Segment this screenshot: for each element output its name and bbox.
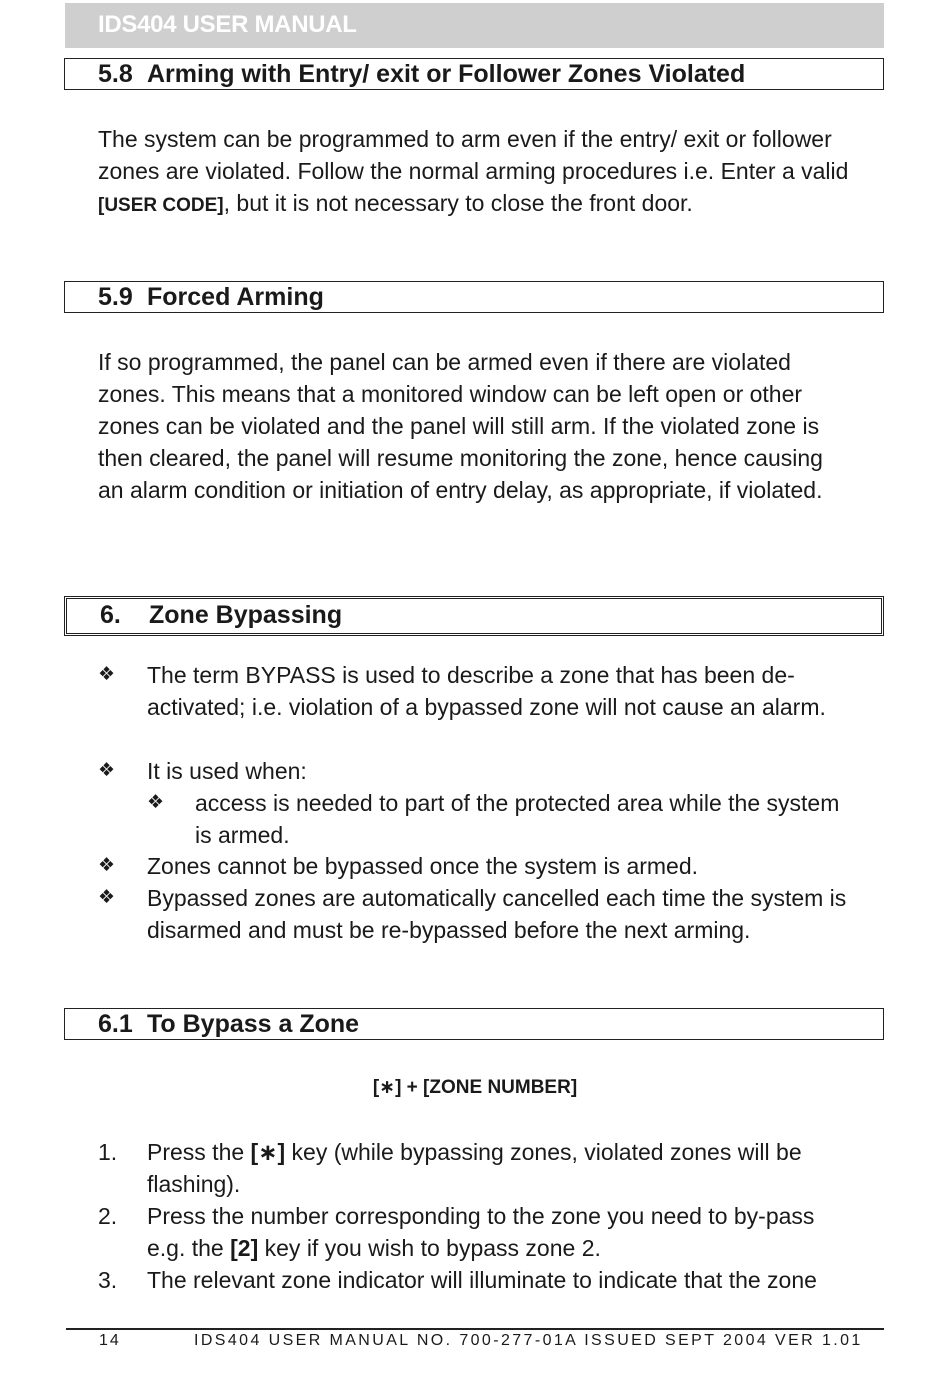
section-number: 6.1 [98, 1010, 133, 1038]
step-text [147, 1200, 857, 1264]
diamond-bullet-icon: ❖ [98, 855, 116, 876]
section-heading-6 [64, 596, 884, 636]
page-number: 14 [99, 1332, 121, 1349]
section-title: Forced Arming [147, 283, 324, 311]
section-number: 6. [100, 601, 121, 629]
step-text-part: Press the [147, 1139, 251, 1165]
footer-document-info: IDS404 USER MANUAL NO. 700-277-01A ISSUED SEPT 2004 VER 1.01 [194, 1332, 863, 1349]
list-item-text: access is needed to part of the protected area while the system is armed. [195, 790, 840, 848]
user-code-label: [USER CODE] [98, 195, 224, 216]
key-label: [∗] [250, 1139, 286, 1165]
step-number: 1. [98, 1139, 118, 1165]
list-item-text: Bypassed zones are automatically cancelled each time the system is disarmed and must be re-bypassed before the next arming. [147, 885, 847, 943]
paragraph-entry-exit [98, 123, 858, 222]
diamond-bullet-icon: ❖ [98, 760, 116, 781]
diamond-bullet-icon: ❖ [147, 792, 165, 813]
section-heading-5-9 [64, 281, 884, 313]
header-title: IDS404 USER MANUAL [98, 11, 357, 38]
step-number: 3. [98, 1267, 118, 1293]
step-text-part: key if you wish to bypass zone 2. [258, 1235, 601, 1261]
list-item-text: Zones cannot be bypassed once the system is armed. [147, 853, 699, 879]
step-text: The relevant zone indicator will illuminate to indicate that the zone [147, 1267, 817, 1293]
key-label: [2] [230, 1235, 259, 1261]
diamond-bullet-icon: ❖ [98, 664, 116, 685]
paragraph-text: , but it is not necessary to close the front door. [223, 190, 693, 216]
paragraph-forced-arming: If so programmed, the panel can be armed even if there are violated zones. This means that a monitored window can be left open or other zones can be violated and the panel will still arm. If the violated zone is then cleared, the panel will resume monitoring the zone, hence causing an alarm condition or initiation of entry delay, as appropriate, if violated. [98, 349, 823, 503]
section-number: 5.9 [98, 283, 133, 311]
section-heading-6-1 [64, 1008, 884, 1040]
section-title: To Bypass a Zone [147, 1010, 360, 1038]
step-number: 2. [98, 1203, 118, 1229]
list-item-text: It is used when: [147, 758, 307, 784]
key-sequence-formula: [∗] + [ZONE NUMBER] [372, 1077, 578, 1098]
step-text-part: key (while bypassing zones, violated zones will be flashing). [147, 1139, 802, 1197]
diamond-bullet-icon: ❖ [98, 887, 116, 908]
section-title: Zone Bypassing [149, 601, 343, 629]
running-header [65, 3, 884, 48]
step-text [147, 1136, 857, 1200]
section-number: 5.8 [98, 60, 133, 88]
section-title: Arming with Entry/ exit or Follower Zones Violated [147, 60, 746, 88]
list-item-text: The term BYPASS is used to describe a zone that has been de-activated; i.e. violation of a bypassed zone will not cause an alarm. [147, 662, 826, 720]
footer-rule [66, 1328, 884, 1330]
paragraph-text: The system can be programmed to arm even if the entry/ exit or follower zones are violated. Follow the normal arming procedures i.e. Enter a valid [98, 126, 849, 184]
section-heading-5-8 [64, 58, 884, 90]
step-text-part: Press the number corresponding to the zone you need to by-pass e.g. the [147, 1203, 815, 1261]
